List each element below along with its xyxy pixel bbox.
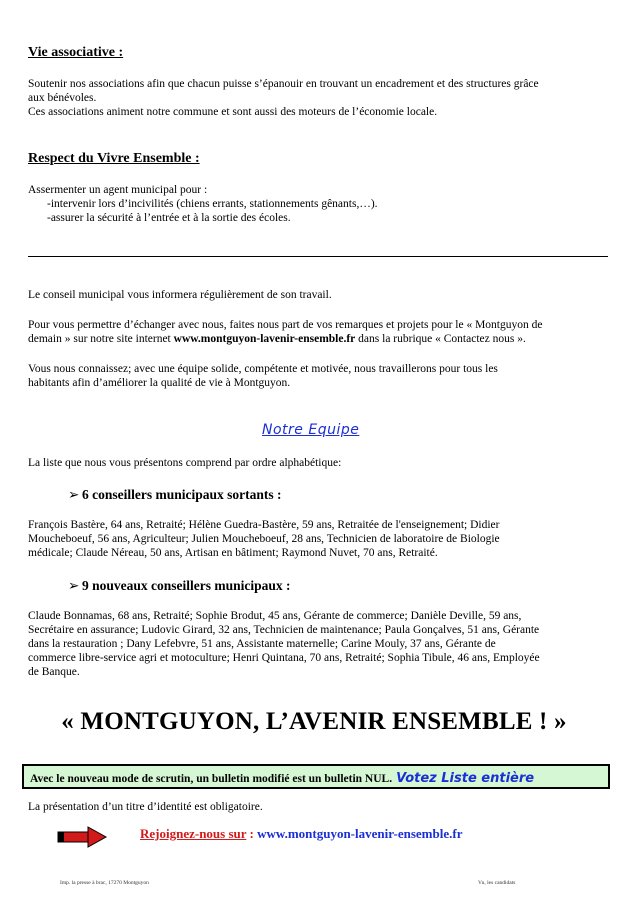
scrutin-notice-box [22, 764, 610, 789]
text-line: -intervenir lors d’incivilités (chiens errants, stationnements gênants,…). [47, 198, 378, 210]
text-line: Claude Bonnamas, 68 ans, Retraité; Sophie Brodut, 45 ans, Gérante de commerce; Danièle Deville, 59 ans, [28, 610, 522, 622]
respect-text [28, 183, 378, 225]
text-line: habitants afin d’améliorer la qualité de vie à Montguyon. [28, 377, 291, 389]
text-segment: demain » sur notre site internet [28, 333, 171, 345]
text-line: de Banque. [28, 666, 80, 678]
text-line: dans la restauration ; Dany Lefebvre, 51 ans, Assistante maternelle; Carine Mouly, 37 ans, Gérante de [28, 638, 496, 650]
website-link[interactable]: www.montguyon-lavenir-ensemble.fr [173, 333, 356, 345]
sortants-heading-label: 6 conseillers municipaux sortants : [82, 487, 282, 502]
text-line: Soutenir nos associations afin que chacun puisse s’épanouir en trouvant un encadrement et des structures grâce [28, 78, 539, 90]
text-line: Pour vous permettre d’échanger avec nous, faites nous part de vos remarques et projets pour le « Montguyon de [28, 319, 543, 331]
conseil-paragraph-3 [28, 362, 498, 390]
conseil-paragraph-2 [28, 318, 542, 346]
equipe-title: Notre Equipe [262, 422, 360, 438]
text-line: Assermenter un agent municipal pour : [28, 184, 208, 196]
text-line: Moucheboeuf, 56 ans, Agriculteur; Julien Moucheboeuf, 28 ans, Technicien de laboratoire de Biologie [28, 533, 500, 545]
vie-associative-text [28, 77, 539, 119]
arrow-bullet-icon: ➢ [68, 487, 80, 502]
text-line: Secrétaire en assurance; Ludovic Girard, 32 ans, Technicien de maintenance; Paula Gonçalves, 51 ans, Gérante [28, 624, 540, 636]
join-row [140, 825, 462, 843]
sortants-list [28, 518, 500, 560]
red-arrow-icon [56, 825, 108, 849]
nouveaux-list [28, 609, 540, 679]
text-segment: dans la rubrique « Contactez nous ». [355, 333, 526, 345]
equipe-intro: La liste que nous vous présentons comprend par ordre alphabétique: [28, 457, 342, 469]
arrow-bullet-icon: ➢ [68, 578, 80, 593]
text-line [28, 332, 542, 346]
text-line: médicale; Claude Néreau, 50 ans, Artisan en bâtiment; Raymond Nuvet, 70 ans, Retraité. [28, 547, 438, 559]
footer-printer: Imp. la presse à brac, 17270 Montguyon [60, 880, 149, 886]
text-line: François Bastère, 64 ans, Retraité; Hélène Guedra-Bastère, 59 ans, Retraitée de l'enseignement; Didier [28, 519, 500, 531]
footer-candidates: Vu, les candidats [478, 880, 516, 886]
vie-associative-heading: Vie associative : [28, 45, 124, 60]
join-website-link[interactable]: www.montguyon-lavenir-ensemble.fr [257, 826, 463, 841]
nouveaux-heading-label: 9 nouveaux conseillers municipaux : [82, 578, 291, 593]
text-line: commerce libre-service agri et motoculture; Henri Quintana, 70 ans, Retraité; Sophia Tibule, 46 ans, Employée [28, 652, 540, 664]
text-line: -assurer la sécurité à l’entrée et à la sortie des écoles. [47, 212, 291, 224]
slogan: « MONTGUYON, L’AVENIR ENSEMBLE ! » [61, 708, 567, 735]
text-line: Vous nous connaissez; avec une équipe solide, compétente et motivée, nous travaillerons pour tous les [28, 363, 498, 375]
join-label: Rejoignez-nous sur [140, 826, 247, 841]
section-divider [28, 256, 608, 257]
conseil-paragraph-1: Le conseil municipal vous informera régulièrement de son travail. [28, 289, 332, 301]
join-colon: : [246, 826, 258, 841]
votez-liste-entiere: Votez Liste entière [396, 771, 535, 786]
sortants-heading [68, 487, 282, 503]
text-line: aux bénévoles. [28, 92, 97, 104]
scrutin-notice-text: Avec le nouveau mode de scrutin, un bulletin modifié est un bulletin NUL. [30, 773, 393, 785]
respect-heading: Respect du Vivre Ensemble : [28, 151, 200, 166]
text-line: Ces associations animent notre commune et sont aussi des moteurs de l’économie locale. [28, 106, 438, 118]
nouveaux-heading [68, 578, 291, 594]
identity-note: La présentation d’un titre d’identité est obligatoire. [28, 801, 263, 813]
